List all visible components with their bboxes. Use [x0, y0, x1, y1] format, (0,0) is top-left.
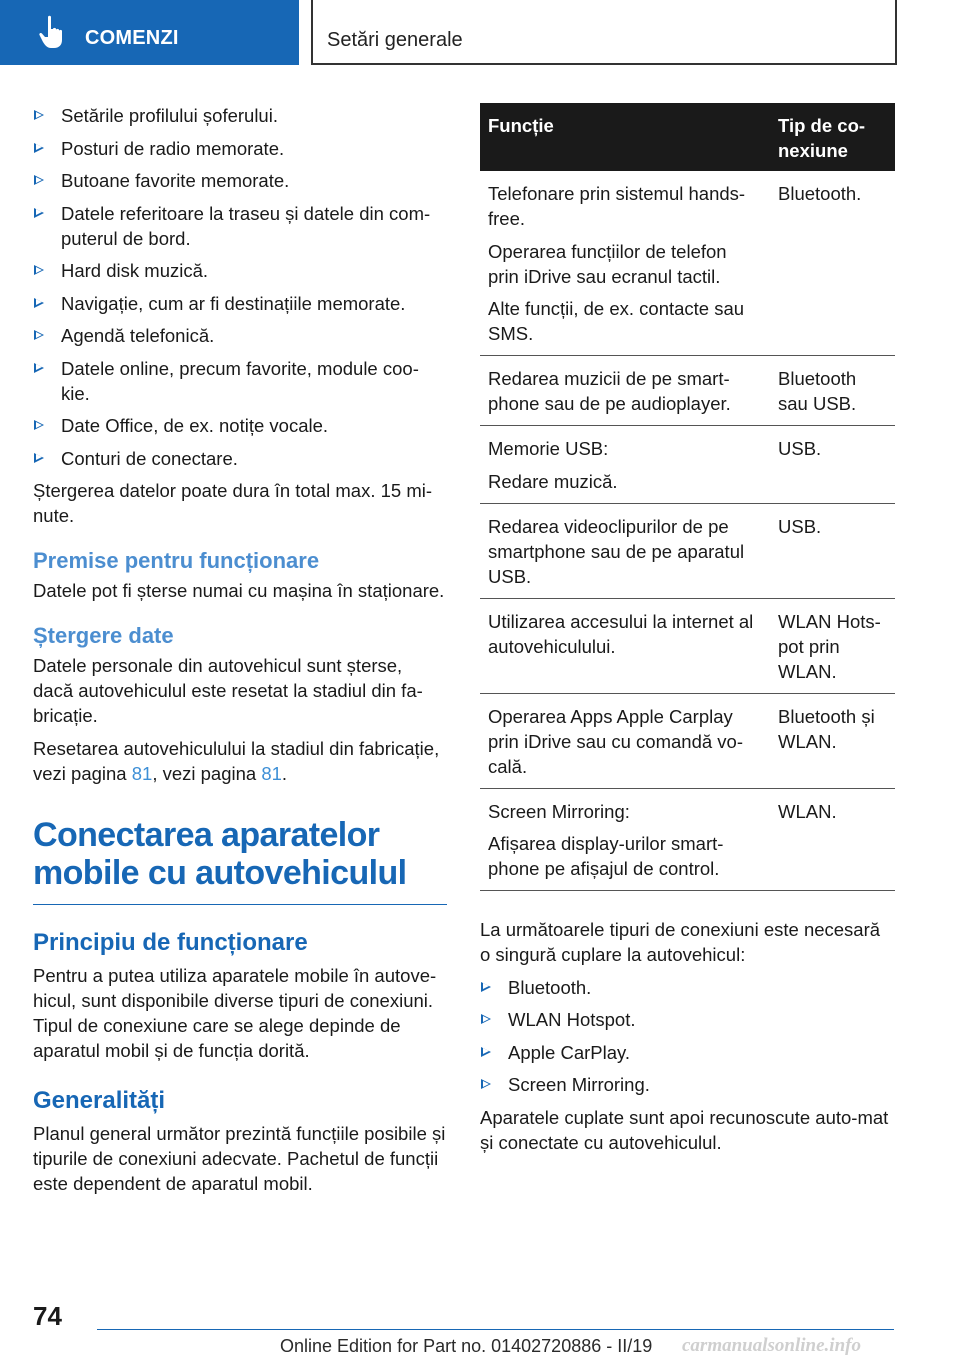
list-item: Datele online, precum favorite, module coo-kie.: [33, 356, 447, 406]
watermark: carmanualsonline.info: [682, 1335, 861, 1356]
table-cell-connection: WLAN.: [770, 788, 895, 891]
section-title-box: [311, 0, 897, 65]
bullet-triangle-icon: [34, 453, 44, 463]
pairing-intro-text: La următoarele tipuri de conexiuni este necesară o singură cuplare la autovehicul:: [480, 919, 881, 965]
chapter-title: Conectarea aparatelor mobile cu autovehiculul: [33, 816, 447, 905]
list-item: Hard disk muzică.: [33, 258, 447, 283]
table-cell-function: Redarea muzicii de pe smart-phone sau de pe audioplayer.: [480, 356, 770, 426]
principiu-text: Pentru a putea utiliza aparatele mobile în autove-hicul, sunt disponibile diverse tipuri de conexiuni. Tipul de conexiune care se alege depinde de aparatul mobil și de funcția dorită.: [33, 964, 437, 1061]
list-item: Apple CarPlay.: [480, 1040, 895, 1065]
table-cell-function: Memorie USB: Redare muzică.: [480, 426, 770, 504]
table-cell-connection: Bluetooth sau USB.: [770, 356, 895, 426]
stergere-text-2: Resetarea autovehiculului la stadiul din fabricație, vezi pagina 81, vezi pagina 81.: [33, 737, 440, 784]
table-cell-function: Screen Mirroring: Afișarea display-urilor smart-phone pe afișajul de control.: [480, 788, 770, 891]
bullet-triangle-icon: [34, 208, 44, 218]
list-item: WLAN Hotspot.: [480, 1007, 895, 1032]
table-row: [480, 788, 895, 891]
table-row: [480, 693, 895, 788]
table-row: [480, 171, 895, 356]
bullet-triangle-icon: [34, 363, 44, 373]
pairing-list: [480, 975, 895, 1098]
bullet-triangle-icon: [34, 110, 44, 120]
list-item: Navigație, cum ar fi destinațiile memorate.: [33, 291, 447, 316]
left-column: [33, 103, 447, 1203]
premise-text: Datele pot fi șterse numai cu mașina în staționare.: [33, 580, 445, 601]
footer-divider: [97, 1329, 894, 1330]
bullet-triangle-icon: [34, 175, 44, 185]
stergere-text-1: Datele personale din autovehicul sunt șterse, dacă autovehiculul este resetat la stadiul din fa-bricație.: [33, 655, 423, 726]
heading-stergere-date: Ștergere date: [33, 623, 174, 648]
bullet-triangle-icon: [34, 265, 44, 275]
heading-premise: Premise pentru funcționare: [33, 548, 320, 573]
pairing-outro-text: Aparatele cuplate sunt apoi recunoscute auto-mat și conectate cu autovehiculul.: [480, 1106, 889, 1153]
list-item: Datele referitoare la traseu și datele din com-puterul de bord.: [33, 201, 447, 251]
bullet-triangle-icon: [34, 143, 44, 153]
generalitati-text: Planul general următor prezintă funcțiile posibile și tipurile de conexiuni adecvate. Pachetul de funcții este dependent de aparatul mobil.: [33, 1122, 446, 1194]
table-cell-connection: USB.: [770, 426, 895, 504]
table-cell-connection: Bluetooth.: [770, 171, 895, 356]
bullet-triangle-icon: [481, 1014, 491, 1024]
delete-duration-text: Ștergerea datelor poate dura în total max. 15 mi-nute.: [33, 480, 432, 526]
list-item: Conturi de conectare.: [33, 446, 447, 471]
table-row: [480, 426, 895, 504]
table-cell-function: Utilizarea accesului la internet al autovehiculului.: [480, 598, 770, 693]
bullet-triangle-icon: [34, 330, 44, 340]
page-number: 74: [33, 1301, 62, 1331]
function-connection-table: [480, 103, 895, 891]
table-header-row: [480, 103, 895, 171]
table-cell-connection: WLAN Hots-pot prin WLAN.: [770, 598, 895, 693]
table-cell-connection: USB.: [770, 503, 895, 598]
table-cell-function: Redarea videoclipurilor de pe smartphone sau de pe aparatul USB.: [480, 503, 770, 598]
table-cell-connection: Bluetooth și WLAN.: [770, 693, 895, 788]
bullet-triangle-icon: [481, 1047, 491, 1057]
footer-edition-text: Online Edition for Part no. 01402720886 - II/19: [280, 1336, 653, 1356]
right-column: [480, 103, 895, 1162]
bullet-triangle-icon: [481, 1079, 491, 1089]
list-item: Date Office, de ex. notițe vocale.: [33, 413, 447, 438]
list-item: Screen Mirroring.: [480, 1072, 895, 1097]
heading-generalitati: Generalități: [33, 1086, 166, 1114]
list-item: Posturi de radio memorate.: [33, 136, 447, 161]
table-row: [480, 503, 895, 598]
list-item: Agendă telefonică.: [33, 323, 447, 348]
table-header-function: Funcție: [480, 103, 770, 171]
bullet-triangle-icon: [34, 298, 44, 308]
list-item: Butoane favorite memorate.: [33, 168, 447, 193]
page-link-81[interactable]: 81: [131, 762, 153, 784]
bullet-triangle-icon: [481, 982, 491, 992]
list-item: Setările profilului șoferului.: [33, 103, 447, 128]
table-header-connection-type: Tip de co-nexiune: [770, 103, 895, 171]
section-title: Setări generale: [327, 29, 463, 51]
list-item: Bluetooth.: [480, 975, 895, 1000]
table-cell-function: Operarea Apps Apple Carplay prin iDrive sau cu comandă vo-cală.: [480, 693, 770, 788]
section-tab-label: COMENZI: [85, 27, 179, 49]
bullet-triangle-icon: [34, 420, 44, 430]
hand-pointer-icon: [38, 14, 68, 50]
deleted-data-list: [33, 103, 447, 471]
table-cell-function: Telefonare prin sistemul hands-free. Operarea funcțiilor de telefon prin iDrive sau ecranul tactil. Alte funcții, de ex. contacte sau SMS.: [480, 171, 770, 356]
section-tab-comenzi[interactable]: [0, 0, 299, 65]
heading-principiu: Principiu de funcționare: [33, 928, 308, 956]
page-link-81[interactable]: 81: [261, 762, 282, 784]
table-row: [480, 356, 895, 426]
table-row: [480, 598, 895, 693]
